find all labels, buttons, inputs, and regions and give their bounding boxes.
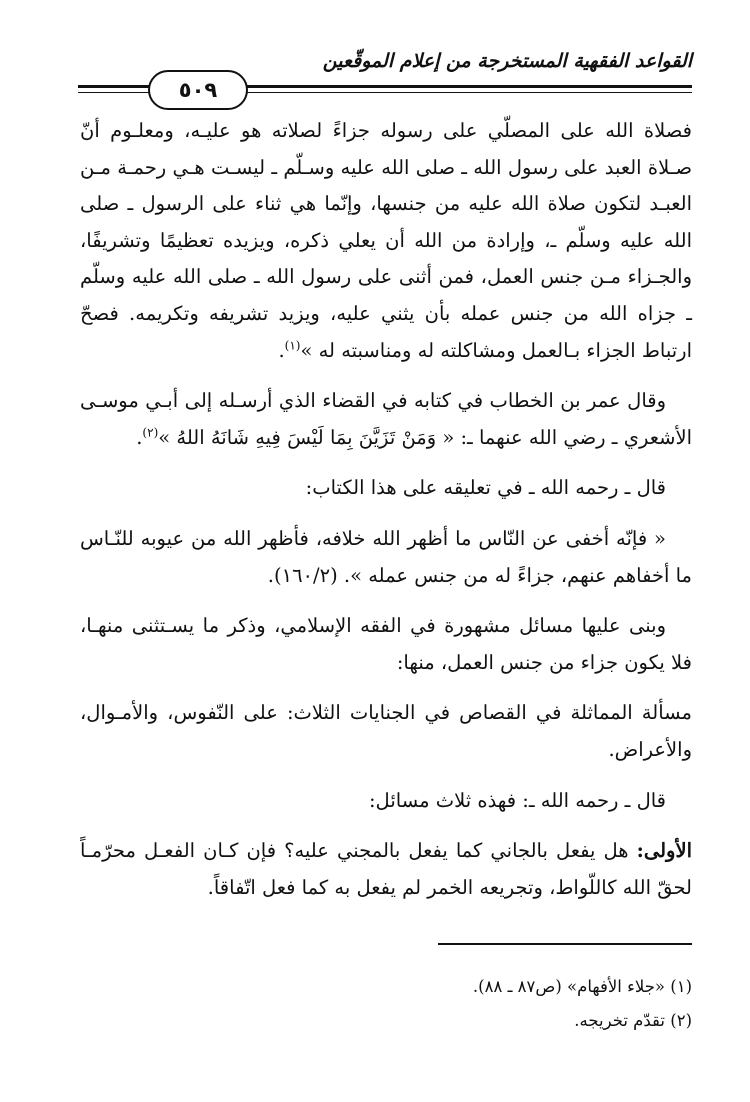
body-text [80, 113, 692, 920]
paragraph-3: قال ـ رحمه الله ـ في تعليقه على هذا الكتاب: [305, 476, 666, 500]
paragraph-6: مسألة المماثلة في القصاص في الجنايات الثلاث: على النّفوس، والأمـوال، والأعراض. [80, 701, 692, 761]
paragraph-8 [80, 833, 692, 906]
paragraph-2-end: . [136, 425, 143, 449]
paragraph-1-end: . [278, 338, 285, 362]
footnote-ref-2: (٢) [142, 425, 159, 440]
footnote-separator [438, 943, 692, 945]
paragraph-1-text: فصلاة الله على المصلّي على رسوله جزاءً لصلاته هو عليـه، ومعلـوم أنّ صـلاة العبد على رسول الله ـ صلى الله عليه وسـلّم ـ ليسـت هـي رحمـة مـن العبـد لتكون صلاة الله عليه من جنسها، وإنّما هي ثناء على الرسول ـ صلى الله عليه وسلّم ـ، وإرادة من الله أن يعلي ذكره، ويزيده تعظيمًا وتشريفًا، والجـزاء مـن جنس العمل، فمن أثنى على رسول الله ـ صلى الله عليه وسلّم ـ جزاه الله من جنس عمله بأن يثني عليه، ويزيد تشريفه وتكريمه. فصحّ ارتباط الجزاء بـالعمل ومشاكلته له ومناسبته له » [80, 119, 692, 362]
paragraph-1 [80, 113, 692, 369]
paragraph-4: « فإنّه أخفى عن النّاس ما أظهر الله خلافه، فأظهر الله من عيوبه للنّـاس ما أخفاهم عنهم، جزاءً له من جنس عمله ». (١٦٠/٢). [80, 526, 692, 587]
paragraph-8-text: هل يفعل بالجاني كما يفعل بالمجني عليه؟ فإن كـان الفعـل محرّمـاً لحقّ الله كاللّواط، وتجريعه الخمر لم يفعل به كما فعل اتّفاقاً. [80, 839, 692, 899]
page-number: ٥٠٩ [148, 70, 248, 110]
running-title: القواعد الفقهية المستخرجة من إعلام الموقّعين [322, 50, 692, 72]
paragraph-5: وبنى عليها مسائل مشهورة في الفقه الإسلامي، وذكر ما يسـتثنى منهـا، فلا يكون جزاء من جنس العمل، منها: [80, 614, 692, 674]
paragraph-2-text: وقال عمر بن الخطاب في كتابه في القضاء الذي أرسـله إلى أبـي موسـى الأشعري ـ رضي الله عنهما ـ: « وَمَنْ تَزَيَّنَ بِمَا لَيْسَ فِيهِ شَانَهُ اللهُ » [80, 389, 692, 449]
footnote-2: (٢) تقدّم تخريجه. [574, 1011, 692, 1030]
footnotes [80, 970, 692, 1038]
paragraph-7: قال ـ رحمه الله ـ: فهذه ثلاث مسائل: [368, 788, 666, 812]
paragraph-8-lead: الأولى: [636, 839, 692, 863]
footnote-1: (١) «جلاء الأفهام» (ص٨٧ ـ ٨٨). [472, 977, 692, 996]
paragraph-2 [80, 383, 692, 456]
footnote-ref-1: (١) [284, 338, 301, 353]
